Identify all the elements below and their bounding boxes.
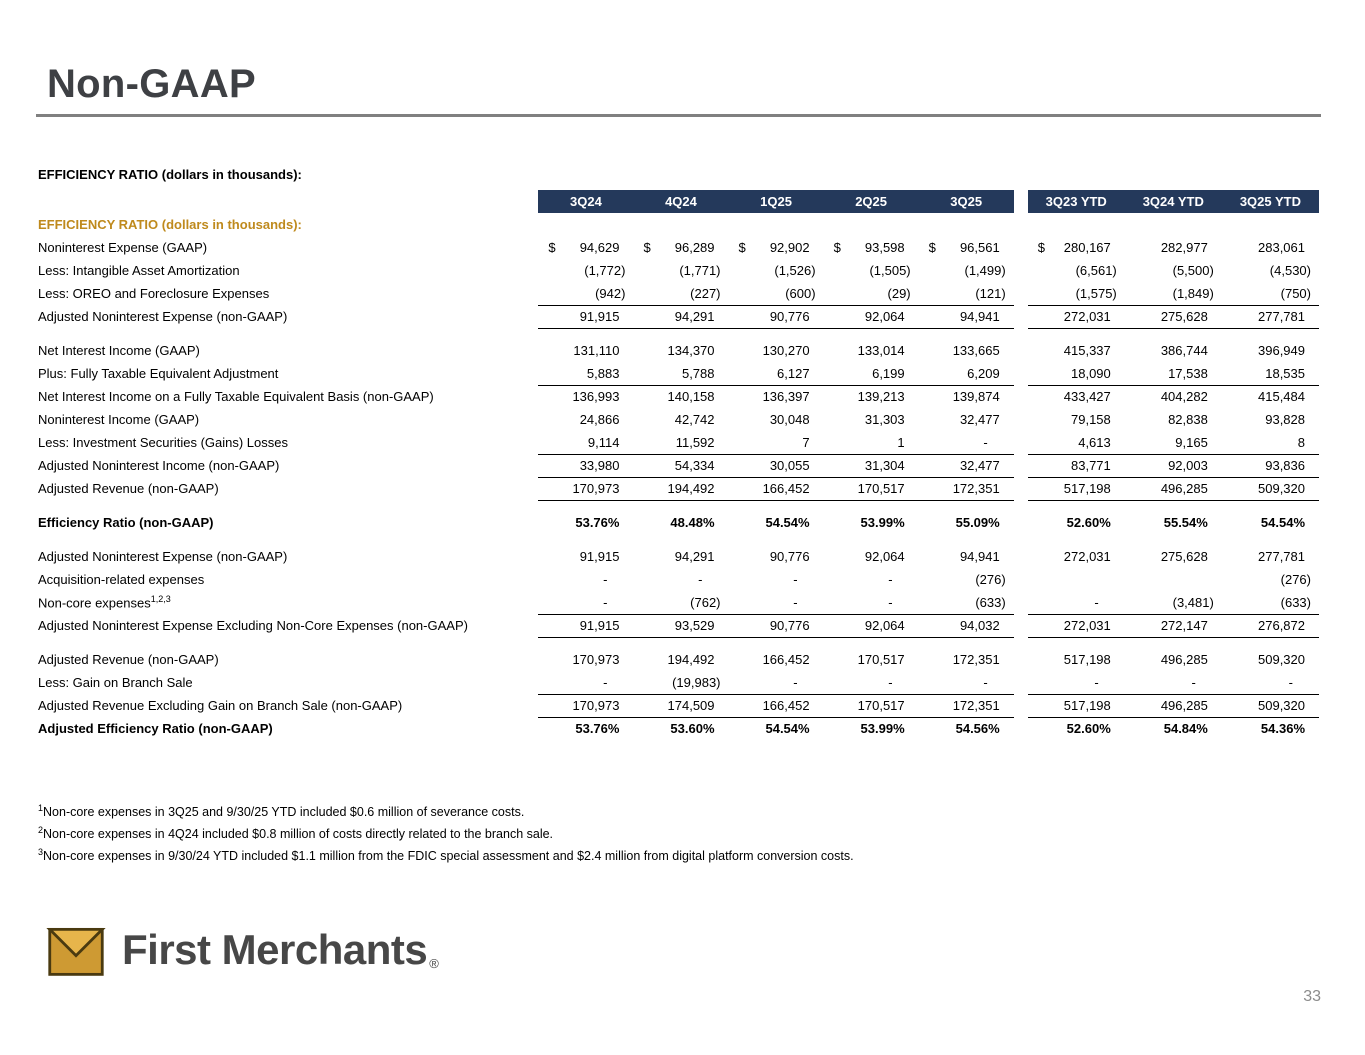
value-cell: 30,048 bbox=[769, 412, 810, 427]
row-label: Adjusted Efficiency Ratio (non-GAAP) bbox=[38, 721, 273, 736]
table-subcaption: EFFICIENCY RATIO (dollars in thousands): bbox=[38, 217, 302, 232]
value-cell: 174,509 bbox=[633, 694, 728, 717]
value-cell: 517,198 bbox=[1063, 652, 1111, 667]
value-cell bbox=[824, 213, 919, 236]
value-cell: (19,983) bbox=[672, 674, 721, 690]
table-row bbox=[38, 545, 1319, 568]
spacer-cell bbox=[38, 534, 1319, 545]
row-label: Noninterest Income (GAAP) bbox=[38, 412, 200, 427]
value-cell: (633) bbox=[975, 594, 1006, 610]
row-label: Adjusted Noninterest Expense Excluding Non-Core Expenses (non-GAAP) bbox=[38, 618, 468, 633]
column-gap bbox=[1014, 648, 1028, 671]
value-cell: 396,949 bbox=[1258, 343, 1305, 358]
value-cell: (276) bbox=[1280, 572, 1311, 587]
value-cell: 166,452 bbox=[729, 477, 824, 500]
row-label: Net Interest Income on a Fully Taxable Equivalent Basis (non-GAAP) bbox=[38, 389, 434, 404]
spacer-cell bbox=[38, 637, 1319, 648]
footnote: $^3$Non-core expenses in 9/30/24 YTD included $1.1 million from the FDIC special assessment and $2.4 million from digital platform conversion costs. bbox=[38, 847, 854, 864]
value-cell: (633) bbox=[1280, 594, 1311, 610]
value-cell: 18,535 bbox=[1265, 365, 1305, 381]
value-cell: 170,973 bbox=[538, 694, 633, 717]
value-cell: 172,351 bbox=[919, 477, 1014, 500]
spacer-cell bbox=[38, 500, 1319, 511]
value-cell: 18,090 bbox=[1071, 365, 1111, 381]
table-row bbox=[38, 454, 1319, 477]
currency-symbol: $ bbox=[1037, 240, 1045, 255]
page-number: 33 bbox=[1303, 988, 1321, 1005]
value-cell: 172,351 bbox=[919, 694, 1014, 717]
value-cell: 415,484 bbox=[1222, 385, 1319, 408]
value-cell: 140,158 bbox=[633, 385, 728, 408]
header-band-gap bbox=[1014, 190, 1028, 213]
value-cell: 509,320 bbox=[1222, 477, 1319, 500]
value-cell: 52.60% bbox=[1066, 721, 1111, 737]
value-cell: 94,291 bbox=[674, 549, 715, 564]
value-cell: 54.56% bbox=[955, 721, 1000, 737]
value-cell: 433,427 bbox=[1028, 385, 1125, 408]
value-cell: 4,613 bbox=[1078, 434, 1111, 450]
value-cell: 170,517 bbox=[824, 477, 919, 500]
row-label: Non-core expenses$^{1,2,3}$ bbox=[38, 594, 171, 611]
column-gap bbox=[1014, 477, 1028, 500]
column-gap bbox=[1014, 614, 1028, 637]
value-cell: 32,477 bbox=[959, 412, 1000, 427]
value-cell: - bbox=[983, 434, 988, 450]
value-cell: 91,915 bbox=[579, 549, 620, 564]
value-cell: - bbox=[793, 674, 798, 690]
column-gap bbox=[1014, 213, 1028, 236]
value-cell: 1 bbox=[897, 434, 905, 450]
value-cell: (1,505) bbox=[869, 263, 911, 278]
value-cell: (29) bbox=[887, 285, 911, 301]
value-cell: $ 280,167 bbox=[1037, 240, 1111, 255]
footnote-ref: 1,2,3 bbox=[150, 594, 171, 605]
value-cell: 54.54% bbox=[1260, 515, 1305, 530]
value-cell: 55.09% bbox=[955, 515, 1000, 530]
col-header-quarter: 1Q25 bbox=[729, 190, 824, 213]
column-gap bbox=[1014, 282, 1028, 305]
column-gap bbox=[1014, 236, 1028, 259]
value-cell: 496,285 bbox=[1160, 652, 1208, 667]
value-cell: 404,282 bbox=[1125, 385, 1222, 408]
value-cell: (227) bbox=[690, 285, 721, 301]
value-cell: 275,628 bbox=[1125, 305, 1222, 328]
value-cell: 509,320 bbox=[1222, 694, 1319, 717]
table-row bbox=[38, 408, 1319, 431]
value-cell: - bbox=[983, 674, 988, 690]
value-cell: 194,492 bbox=[633, 477, 728, 500]
value-cell: - bbox=[603, 674, 608, 690]
table-row bbox=[38, 431, 1319, 454]
table-row bbox=[38, 362, 1319, 385]
value-cell: $ 93,598 bbox=[833, 240, 905, 255]
value-cell: - bbox=[1094, 594, 1099, 610]
column-gap bbox=[1014, 305, 1028, 328]
value-cell: 415,337 bbox=[1063, 343, 1111, 358]
col-header-quarter: 3Q24 bbox=[538, 190, 633, 213]
value-cell: 82,838 bbox=[1168, 412, 1208, 427]
value-cell: (600) bbox=[785, 285, 816, 301]
value-cell: 6,127 bbox=[777, 365, 810, 381]
value-cell: 24,866 bbox=[579, 412, 620, 427]
value-cell: 32,477 bbox=[919, 454, 1014, 477]
value-cell: (1,575) bbox=[1075, 285, 1117, 301]
first-merchants-logo bbox=[46, 920, 438, 980]
table-row bbox=[38, 717, 1319, 740]
value-cell: 496,285 bbox=[1125, 477, 1222, 500]
value-cell: 517,198 bbox=[1028, 477, 1125, 500]
currency-symbol: $ bbox=[643, 240, 651, 255]
value-cell: (1,499) bbox=[964, 263, 1006, 278]
value-cell: 272,031 bbox=[1063, 549, 1111, 564]
value-cell: 136,397 bbox=[729, 385, 824, 408]
value-cell bbox=[1125, 213, 1222, 236]
value-cell: (5,500) bbox=[1172, 263, 1214, 278]
col-header-quarter: 3Q25 bbox=[919, 190, 1014, 213]
row-label: Adjusted Noninterest Expense (non-GAAP) bbox=[38, 309, 288, 324]
table-row bbox=[38, 236, 1319, 259]
table-row bbox=[38, 339, 1319, 362]
table-row bbox=[38, 671, 1319, 694]
value-cell: (1,771) bbox=[679, 263, 721, 278]
value-cell: 48.48% bbox=[670, 515, 715, 530]
value-cell: 6,199 bbox=[872, 365, 905, 381]
column-gap bbox=[1014, 694, 1028, 717]
footnote: $^2$Non-core expenses in 4Q24 included $0.8 million of costs directly related to the branch sale. bbox=[38, 825, 554, 842]
value-cell: 166,452 bbox=[762, 652, 810, 667]
value-cell bbox=[538, 213, 633, 236]
row-label: Less: Investment Securities (Gains) Losses bbox=[38, 435, 288, 450]
efficiency-ratio-table-wrap bbox=[38, 190, 1319, 740]
value-cell: 94,291 bbox=[633, 305, 728, 328]
value-cell: 92,064 bbox=[824, 305, 919, 328]
value-cell: 6,209 bbox=[967, 365, 1000, 381]
row-label: Acquisition-related expenses bbox=[38, 572, 205, 587]
value-cell: 139,874 bbox=[919, 385, 1014, 408]
spacer-cell bbox=[38, 328, 1319, 339]
value-cell: 277,781 bbox=[1222, 305, 1319, 328]
footnote: $^1$Non-core expenses in 3Q25 and 9/30/25 YTD included $0.6 million of severance costs. bbox=[38, 803, 525, 820]
table-row bbox=[38, 305, 1319, 328]
value-cell: (1,849) bbox=[1172, 285, 1214, 301]
value-cell: (942) bbox=[595, 285, 626, 301]
table-row bbox=[38, 477, 1319, 500]
logo-text: First Merchants bbox=[122, 926, 428, 973]
value-cell: 8 bbox=[1297, 434, 1305, 450]
header-row bbox=[38, 190, 1319, 213]
value-cell: 83,771 bbox=[1028, 454, 1125, 477]
value-cell: 194,492 bbox=[667, 652, 715, 667]
col-header-quarter: 2Q25 bbox=[824, 190, 919, 213]
first-merchants-logo-icon bbox=[46, 920, 106, 980]
value-cell: - bbox=[888, 572, 893, 587]
table-row bbox=[38, 213, 1319, 236]
currency-symbol: $ bbox=[833, 240, 841, 255]
value-cell: 283,061 bbox=[1258, 240, 1305, 255]
currency-symbol: $ bbox=[738, 240, 746, 255]
value-cell: 133,665 bbox=[952, 343, 1000, 358]
value-cell: 55.54% bbox=[1163, 515, 1208, 530]
value-cell: 277,781 bbox=[1258, 549, 1305, 564]
value-cell: 272,031 bbox=[1028, 305, 1125, 328]
value-cell: 172,351 bbox=[952, 652, 1000, 667]
efficiency-ratio-table bbox=[38, 190, 1319, 740]
value-cell: 166,452 bbox=[729, 694, 824, 717]
table-row bbox=[38, 259, 1319, 282]
spacer-row bbox=[38, 328, 1319, 339]
value-cell: 53.99% bbox=[860, 515, 905, 530]
column-gap bbox=[1014, 339, 1028, 362]
value-cell: 31,304 bbox=[824, 454, 919, 477]
value-cell: (6,561) bbox=[1075, 263, 1117, 278]
row-label: Adjusted Noninterest Income (non-GAAP) bbox=[38, 458, 280, 473]
value-cell: 282,977 bbox=[1160, 240, 1208, 255]
value-cell: 93,836 bbox=[1222, 454, 1319, 477]
value-cell: - bbox=[1191, 674, 1196, 690]
column-gap bbox=[1014, 671, 1028, 694]
value-cell: 90,776 bbox=[729, 614, 824, 637]
value-cell: (121) bbox=[975, 285, 1006, 301]
registered-mark: ® bbox=[429, 956, 439, 971]
value-cell bbox=[729, 213, 824, 236]
column-gap bbox=[1014, 717, 1028, 740]
value-cell: 170,517 bbox=[857, 652, 905, 667]
value-cell bbox=[1028, 568, 1125, 591]
logo-wordmark bbox=[122, 926, 438, 974]
value-cell: 91,915 bbox=[538, 614, 633, 637]
value-cell: - bbox=[888, 674, 893, 690]
value-cell bbox=[1222, 213, 1319, 236]
col-header-ytd: 3Q23 YTD bbox=[1028, 190, 1125, 213]
value-cell: 275,628 bbox=[1160, 549, 1208, 564]
value-cell: 134,370 bbox=[667, 343, 715, 358]
footnotes bbox=[38, 799, 854, 865]
value-cell: 53.76% bbox=[575, 721, 620, 737]
spacer-row bbox=[38, 500, 1319, 511]
spacer-row bbox=[38, 637, 1319, 648]
value-cell: 130,270 bbox=[762, 343, 810, 358]
value-cell: 91,915 bbox=[538, 305, 633, 328]
value-cell bbox=[919, 213, 1014, 236]
value-cell: 517,198 bbox=[1028, 694, 1125, 717]
value-cell: 52.60% bbox=[1066, 515, 1111, 530]
column-gap bbox=[1014, 568, 1028, 591]
value-cell: - bbox=[793, 594, 798, 610]
header-label-spacer bbox=[38, 190, 538, 213]
column-gap bbox=[1014, 545, 1028, 568]
value-cell: 509,320 bbox=[1258, 652, 1305, 667]
value-cell: (762) bbox=[690, 594, 721, 610]
footnote-marker: 2 bbox=[38, 825, 44, 836]
value-cell: (276) bbox=[975, 572, 1006, 587]
value-cell: 53.60% bbox=[670, 721, 715, 737]
value-cell: 17,538 bbox=[1168, 365, 1208, 381]
title-rule bbox=[36, 114, 1321, 117]
value-cell: 276,872 bbox=[1222, 614, 1319, 637]
value-cell: 93,529 bbox=[633, 614, 728, 637]
value-cell bbox=[1125, 568, 1222, 591]
row-label: Adjusted Noninterest Expense (non-GAAP) bbox=[38, 549, 288, 564]
table-row bbox=[38, 568, 1319, 591]
value-cell: 54,334 bbox=[633, 454, 728, 477]
value-cell: $ 96,289 bbox=[643, 240, 715, 255]
value-cell bbox=[633, 213, 728, 236]
column-gap bbox=[1014, 591, 1028, 614]
value-cell: - bbox=[888, 594, 893, 610]
value-cell: 170,973 bbox=[572, 652, 620, 667]
value-cell: 54.36% bbox=[1260, 721, 1305, 737]
value-cell: 92,064 bbox=[864, 549, 905, 564]
value-cell: 90,776 bbox=[769, 549, 810, 564]
value-cell: 79,158 bbox=[1071, 412, 1111, 427]
value-cell: - bbox=[1094, 674, 1099, 690]
table-row bbox=[38, 591, 1319, 614]
column-gap bbox=[1014, 431, 1028, 454]
value-cell: - bbox=[603, 594, 608, 610]
column-gap bbox=[1014, 454, 1028, 477]
row-label: Adjusted Revenue Excluding Gain on Branch Sale (non-GAAP) bbox=[38, 698, 403, 713]
value-cell: (3,481) bbox=[1172, 594, 1214, 610]
row-label: Less: Intangible Asset Amortization bbox=[38, 263, 240, 278]
value-cell: 54.54% bbox=[765, 515, 810, 530]
value-cell: 131,110 bbox=[573, 343, 620, 358]
value-cell: 133,014 bbox=[857, 343, 905, 358]
value-cell: 5,883 bbox=[586, 365, 620, 381]
value-cell: (1,526) bbox=[774, 263, 816, 278]
column-gap bbox=[1014, 408, 1028, 431]
value-cell: 90,776 bbox=[729, 305, 824, 328]
value-cell: 30,055 bbox=[729, 454, 824, 477]
currency-symbol: $ bbox=[928, 240, 936, 255]
col-header-quarter: 4Q24 bbox=[633, 190, 728, 213]
row-label: Adjusted Revenue (non-GAAP) bbox=[38, 481, 219, 496]
value-cell: 170,973 bbox=[538, 477, 633, 500]
value-cell: - bbox=[698, 572, 703, 587]
value-cell: 42,742 bbox=[674, 412, 715, 427]
value-cell: 272,031 bbox=[1028, 614, 1125, 637]
footnote-marker: 1 bbox=[38, 803, 44, 813]
currency-symbol: $ bbox=[548, 240, 556, 255]
footnote-marker: 3 bbox=[38, 847, 44, 858]
value-cell: 139,213 bbox=[824, 385, 919, 408]
value-cell: (4,530) bbox=[1269, 263, 1311, 278]
value-cell: (1,772) bbox=[584, 263, 626, 278]
value-cell: 7 bbox=[802, 434, 810, 450]
table-row bbox=[38, 614, 1319, 637]
value-cell: 94,941 bbox=[959, 549, 1000, 564]
page-title: Non-GAAP bbox=[47, 62, 257, 106]
value-cell: - bbox=[603, 572, 608, 587]
value-cell: 54.54% bbox=[765, 721, 810, 737]
row-label: Adjusted Revenue (non-GAAP) bbox=[38, 652, 219, 667]
column-gap bbox=[1014, 385, 1028, 408]
value-cell: 9,165 bbox=[1175, 434, 1208, 450]
row-label: Less: OREO and Foreclosure Expenses bbox=[38, 286, 270, 301]
row-label: Noninterest Expense (GAAP) bbox=[38, 240, 208, 255]
row-label: Efficiency Ratio (non-GAAP) bbox=[38, 515, 214, 530]
value-cell: 272,147 bbox=[1125, 614, 1222, 637]
column-gap bbox=[1014, 259, 1028, 282]
table-row bbox=[38, 511, 1319, 534]
value-cell: 54.84% bbox=[1163, 721, 1208, 737]
table-row bbox=[38, 694, 1319, 717]
value-cell: 53.76% bbox=[575, 515, 620, 530]
value-cell: - bbox=[793, 572, 798, 587]
row-label: Less: Gain on Branch Sale bbox=[38, 675, 193, 690]
value-cell: 5,788 bbox=[681, 365, 715, 381]
value-cell: $ 92,902 bbox=[738, 240, 810, 255]
value-cell: 9,114 bbox=[587, 434, 620, 450]
value-cell: $ 94,629 bbox=[548, 240, 620, 255]
value-cell: 94,032 bbox=[919, 614, 1014, 637]
value-cell: (750) bbox=[1280, 285, 1311, 301]
value-cell: 170,517 bbox=[824, 694, 919, 717]
col-header-ytd: 3Q24 YTD bbox=[1125, 190, 1222, 213]
col-header-ytd: 3Q25 YTD bbox=[1222, 190, 1319, 213]
value-cell: 33,980 bbox=[538, 454, 633, 477]
row-label: Net Interest Income (GAAP) bbox=[38, 343, 200, 358]
column-gap bbox=[1014, 362, 1028, 385]
table-row bbox=[38, 648, 1319, 671]
value-cell: 92,003 bbox=[1125, 454, 1222, 477]
row-label: Plus: Fully Taxable Equivalent Adjustment bbox=[38, 366, 279, 381]
value-cell: 496,285 bbox=[1125, 694, 1222, 717]
table-caption: EFFICIENCY RATIO (dollars in thousands): bbox=[38, 167, 302, 182]
value-cell bbox=[1028, 213, 1125, 236]
table-row bbox=[38, 282, 1319, 305]
column-gap bbox=[1014, 511, 1028, 534]
value-cell: 31,303 bbox=[864, 412, 905, 427]
value-cell: 11,592 bbox=[675, 434, 715, 450]
value-cell: - bbox=[1288, 674, 1293, 690]
value-cell: 136,993 bbox=[538, 385, 633, 408]
value-cell: 53.99% bbox=[860, 721, 905, 737]
value-cell: 386,744 bbox=[1160, 343, 1208, 358]
value-cell: $ 96,561 bbox=[928, 240, 1000, 255]
value-cell: 94,941 bbox=[919, 305, 1014, 328]
value-cell: 93,828 bbox=[1265, 412, 1305, 427]
spacer-row bbox=[38, 534, 1319, 545]
value-cell: 92,064 bbox=[824, 614, 919, 637]
table-row bbox=[38, 385, 1319, 408]
